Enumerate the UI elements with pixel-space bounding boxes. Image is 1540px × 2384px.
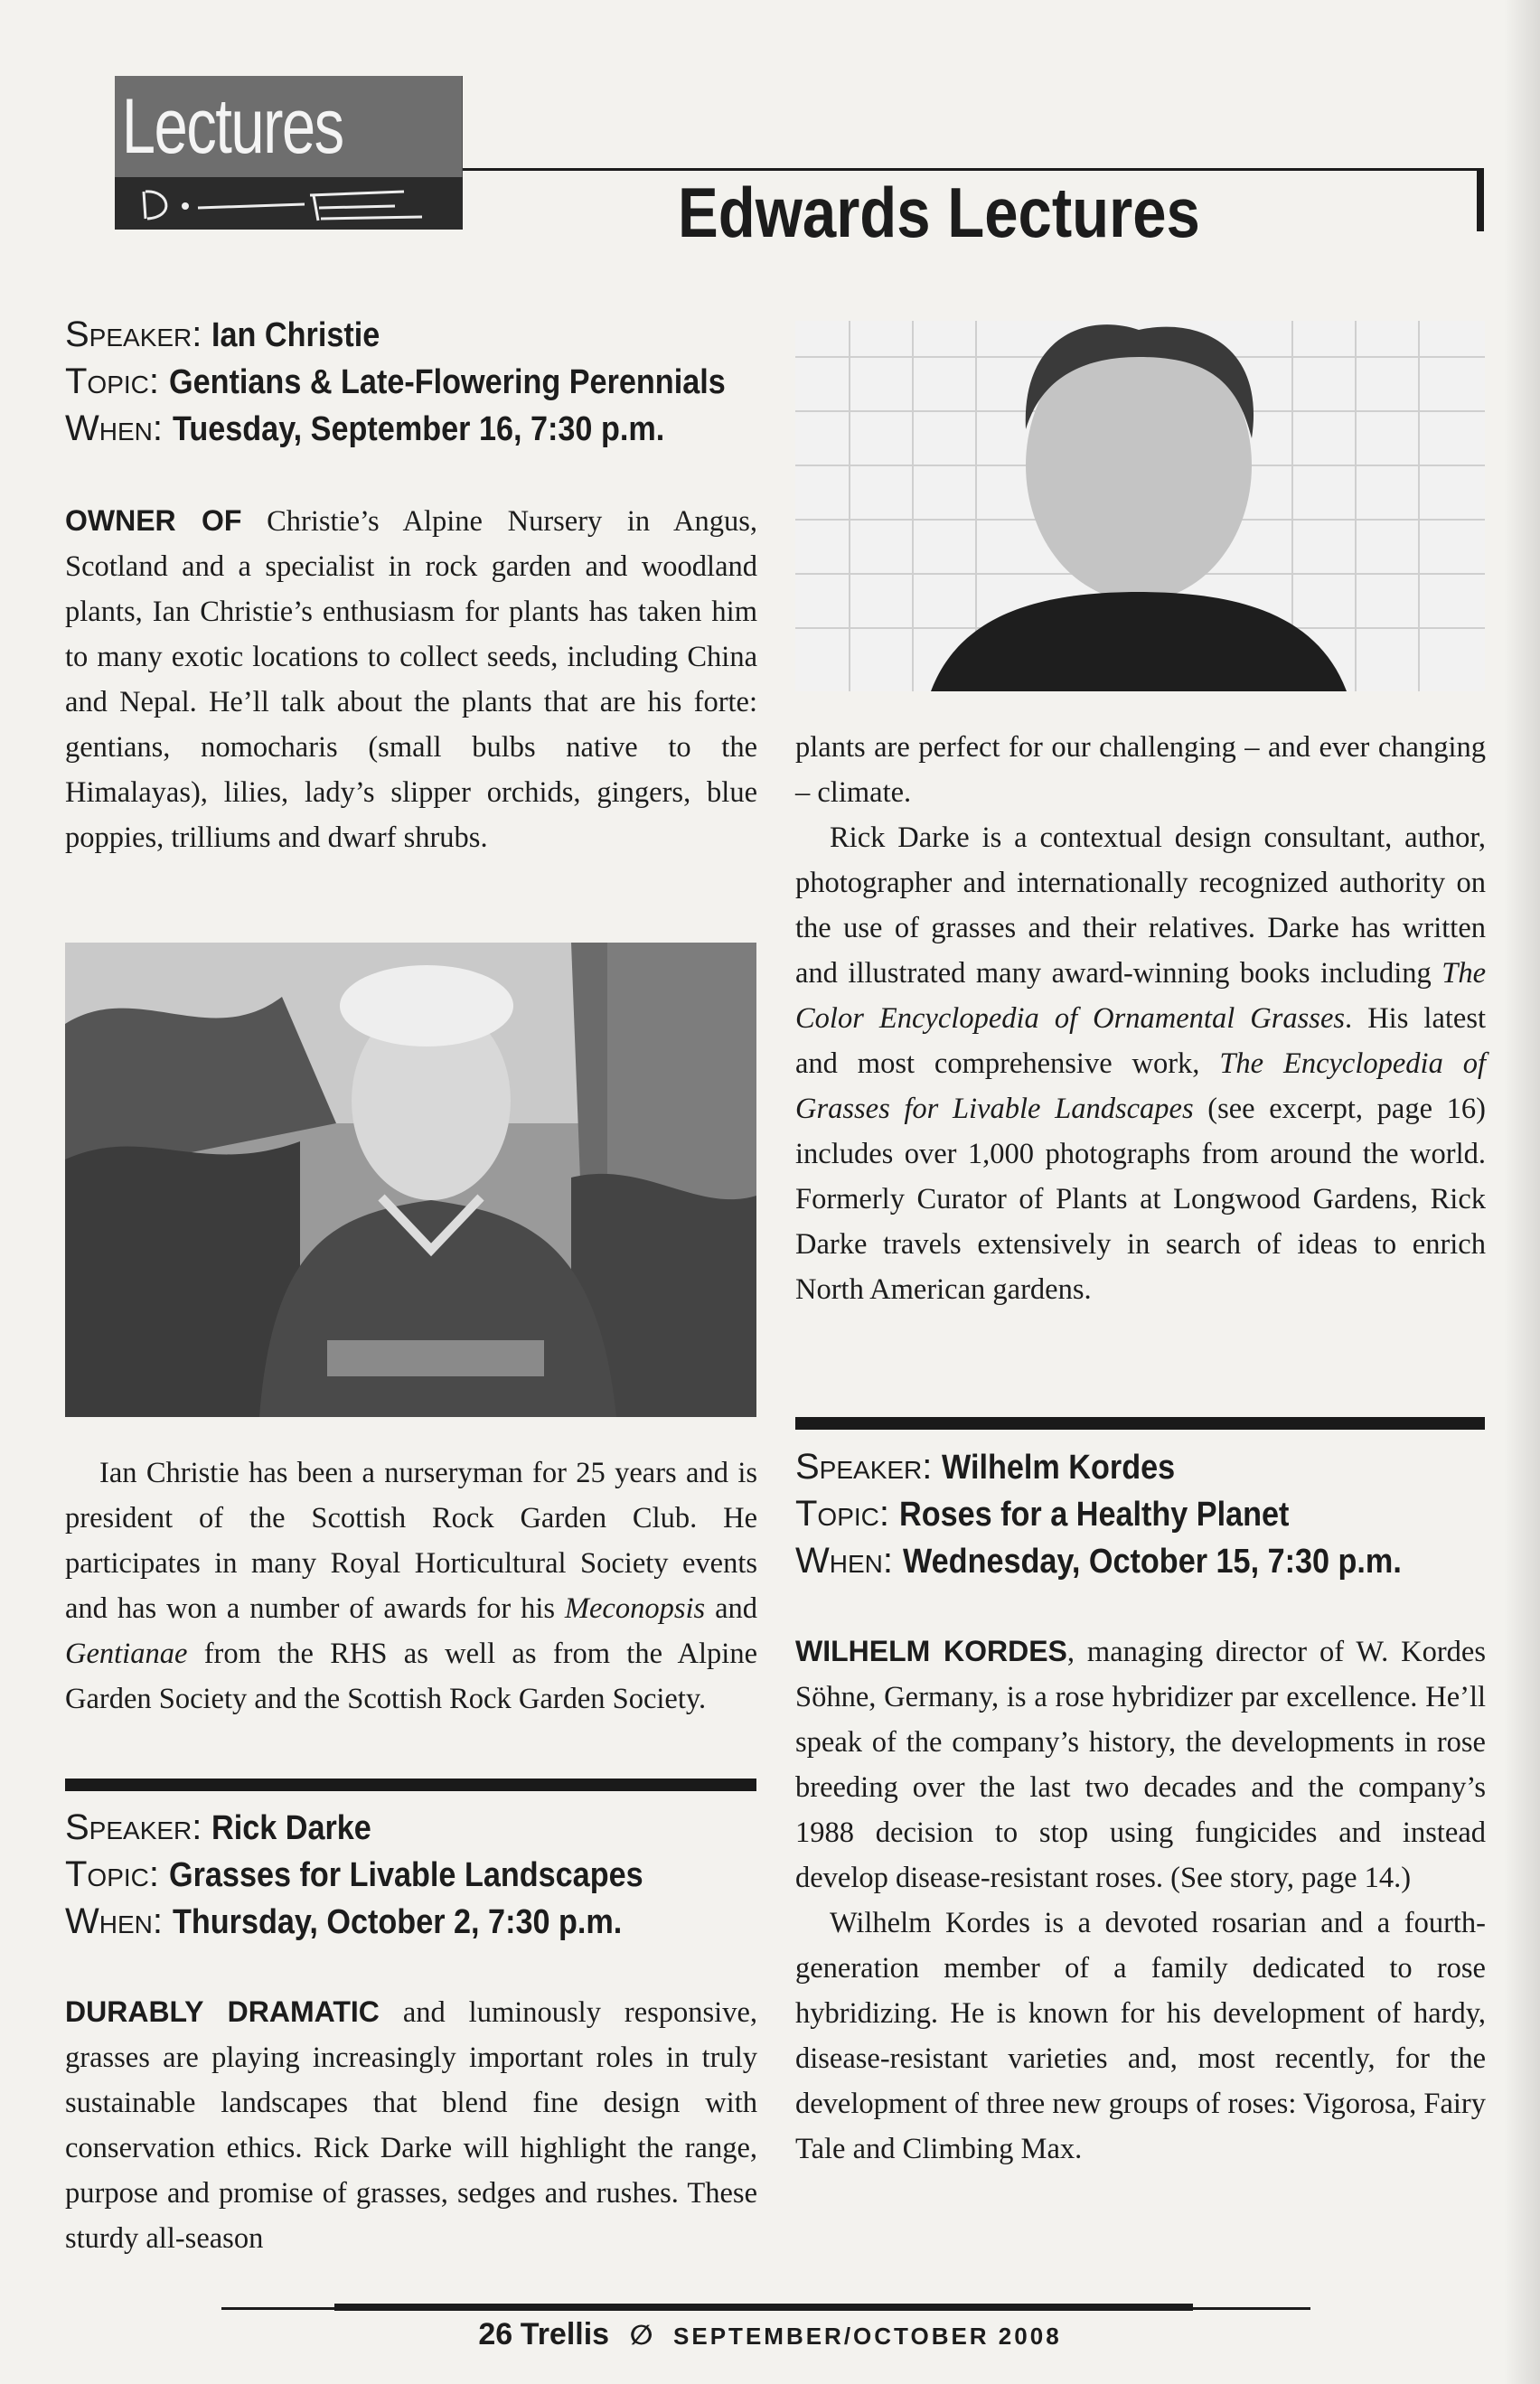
section-divider-left [65,1779,756,1791]
when-label: When: [795,1541,893,1581]
lecture-3-meta [795,1444,1486,1585]
lecture-2-p1-cont: plants are perfect for our challenging – and ever changing – climate. [795,731,1486,809]
lecture-2-when: Thursday, October 2, 7:30 p.m. [172,1903,622,1941]
lecture-2-speaker: Rick Darke [211,1809,371,1847]
page-footer [0,2317,1540,2352]
masthead-bar [1477,168,1484,231]
lecture-2-p2b: . His latest and most comprehensive work, [795,1002,1486,1080]
lecture-2-lead: DURABLY DRAMATIC [65,1995,380,2028]
page-title: Edwards Lectures [678,173,1200,252]
lecture-1-p2b: and [705,1592,757,1625]
lecture-1-p2c: from the RHS as well as from the Alpine Garden Society and the Scottish Rock Garden Society. [65,1638,757,1715]
lecture-2-p1: and luminously responsive, grasses are playing increasingly important roles in truly sustainable landscapes that blend fine design with conservation ethics. Rick Darke will highlight the range, purpose and promise of grasses, sedges and rushes. These sturdy all-season [65,1996,757,2255]
lecture-1-speaker: Ian Christie [211,316,380,354]
speaker-label: Speaker: [65,314,202,354]
when-label: When: [65,408,163,448]
trellis-swirl-icon: ∅ [629,2321,653,2351]
lecture-1-bio [65,1450,757,1722]
footer-rule-thick [334,2304,1193,2311]
topic-label: Topic: [65,1854,160,1894]
lecture-3-text [795,1628,1486,2172]
ian-christie-photo [65,943,756,1417]
section-tab [115,76,463,230]
lecture-1-p2-em1: Meconopsis [564,1592,706,1625]
issue-date: SEPTEMBER/OCTOBER 2008 [673,2323,1062,2350]
lecture-2-meta [65,1805,757,1946]
lecture-1-intro [65,498,757,860]
lectures-logo-icon [133,184,445,224]
lecture-2-topic: Grasses for Livable Landscapes [168,1856,643,1894]
lecture-3-lead: WILHELM KORDES [795,1635,1067,1667]
lecture-1-p1: Christie’s Alpine Nursery in Angus, Scotland and a specialist in rock garden and woodland plants, Ian Christie’s enthusiasm for plants has taken him to many exotic locations to collect seeds, including China and Nepal. He’ll talk about the plants that are his forte: gentians, nomocharis (small bulbs native to the Himalayas), lilies, lady’s slipper orchids, gingers, blue poppies, trilliums and dwarf shrubs. [65,505,758,854]
lecture-3-when: Wednesday, October 15, 7:30 p.m. [902,1543,1402,1581]
lecture-3-p2: Wilhelm Kordes is a devoted rosarian and a fourth-generation member of a family dedicated to rose hybridizing. He is known for his development of hardy, disease-resistant varieties and, most recently, for the development of three new groups of roses: Vigorosa, Fairy Tale and Climbing Max. [795,1907,1486,2165]
magazine-name: Trellis [520,2317,610,2351]
lecture-1-p2-em2: Gentianae [65,1638,188,1670]
lecture-1-topic: Gentians & Late-Flowering Perennials [168,363,726,401]
lecture-1-meta [65,312,757,453]
rick-darke-photo [795,321,1485,691]
topic-label: Topic: [65,361,160,401]
section-divider-right [795,1417,1485,1430]
page-edge-shadow [1504,0,1540,2384]
lecture-2-p2-em2: The Encyclopedia of Grasses for Livable Landscapes [795,1047,1486,1125]
lecture-1-p2a: Ian Christie has been a nurseryman for 25 years and is president of the Scottish Rock Garden Club. He participates in many Royal Horticultural Society events and has won a number of awards for his [65,1457,757,1625]
lecture-2-p2c: (see excerpt, page 16) includes over 1,000 photographs from around the world. Formerly Curator of Plants at Longwood Gardens, Rick Darke travels extensively in search of ideas to enrich North American gardens. [795,1093,1486,1306]
lecture-2-p2-em1: The Color Encyclopedia of Ornamental Grasses [795,957,1486,1035]
lecture-3-speaker: Wilhelm Kordes [941,1449,1176,1487]
when-label: When: [65,1901,163,1941]
topic-label: Topic: [795,1494,890,1534]
lecture-2-continued [795,725,1486,1312]
page-number: 26 [478,2317,513,2351]
section-tab-label: Lectures [115,76,463,177]
lecture-1-lead: OWNER OF [65,504,242,537]
lecture-3-p1: , managing director of W. Kordes Söhne, Germany, is a rose hybridizer par excellence. He’ll speak of the company’s history, the developments in rose breeding over the last two decades and the company’s 1988 decision to stop using fungicides and instead develop disease-resistant roses. (See story, page 14.) [795,1636,1486,1894]
lecture-3-topic: Roses for a Healthy Planet [898,1496,1290,1534]
lecture-2-p2a: Rick Darke is a contextual design consultant, author, photographer and internationally recognized authority on the use of grasses and their relatives. Darke has written and illustrated many award-winning books including [795,821,1486,990]
speaker-label: Speaker: [65,1807,202,1847]
speaker-label: Speaker: [795,1447,933,1487]
masthead-rule [463,168,1484,171]
lecture-2-intro [65,1989,757,2261]
lecture-1-when: Tuesday, September 16, 7:30 p.m. [172,410,664,448]
